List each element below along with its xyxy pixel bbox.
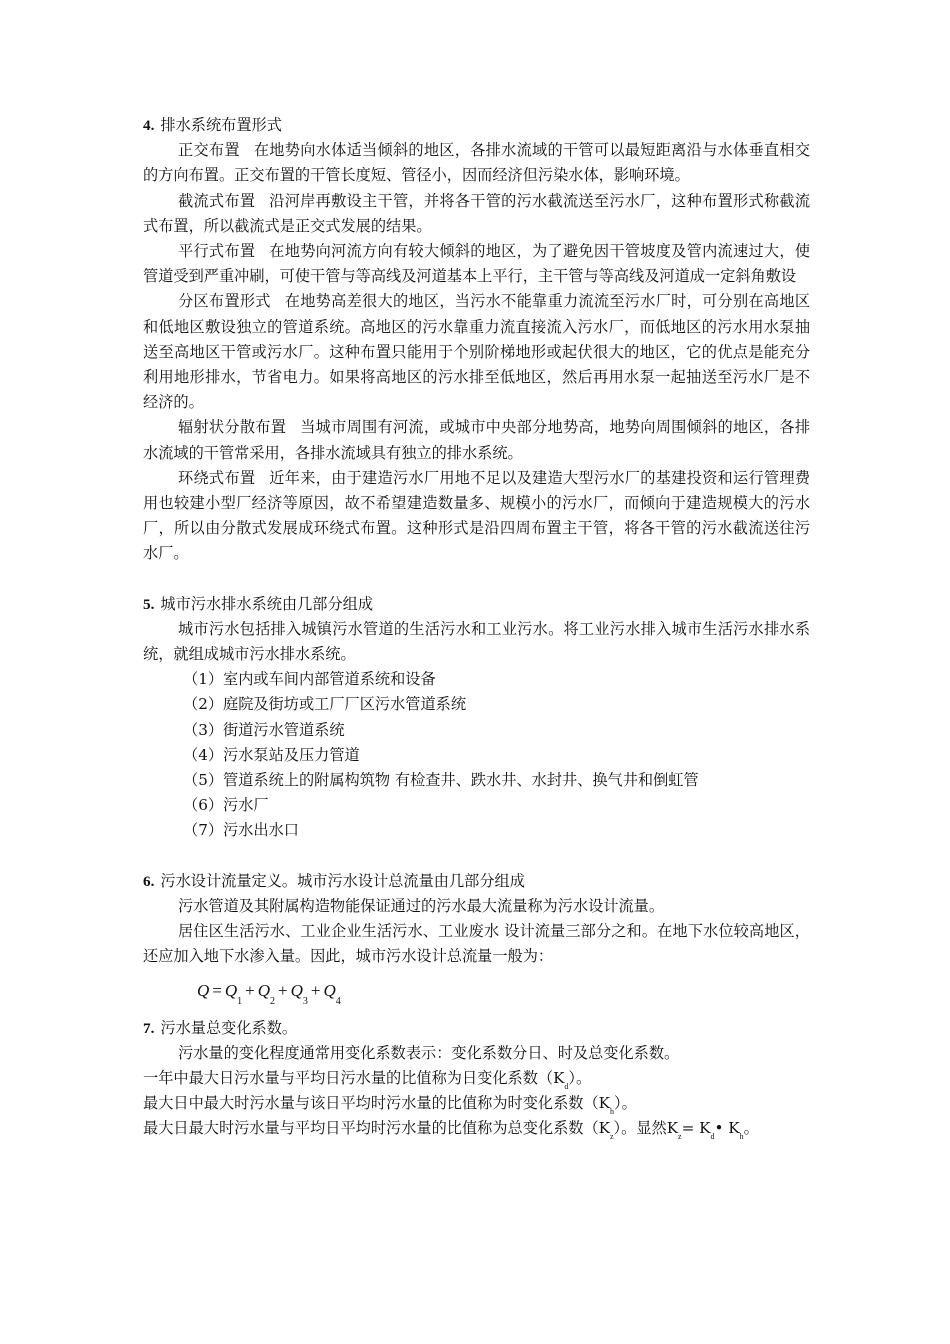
term: 辐射状分散布置: [178, 418, 287, 437]
section-7-heading: [143, 1016, 810, 1041]
formula-q: Q: [290, 980, 303, 1000]
text: 沿河岸再敷设主干管，并将各干管的污水截流送至污水厂，这种布置形式称截流式布置，所以截流式是正交式发展的结果。: [143, 191, 811, 235]
section-4-heading: [143, 113, 810, 138]
text: 最大日最大时污水量与平均日平均时污水量的比值称为总变化系数（K: [143, 1119, 610, 1138]
term: 分区布置形式: [178, 292, 271, 311]
k-sub: z: [609, 1132, 614, 1142]
section-6-definition: 污水管道及其附属构造物能保证通过的污水最大流量称为污水设计流量。: [178, 896, 664, 915]
formula-q: Q: [323, 980, 336, 1000]
component-list: [143, 667, 810, 843]
formula-sub: 4: [335, 995, 341, 1007]
spacer: [143, 844, 810, 869]
section-title: 排水系统布置形式: [160, 116, 282, 134]
formula-plus: +: [245, 980, 255, 1000]
text: • K: [714, 1119, 740, 1138]
hourly-coefficient-line: [143, 1091, 810, 1116]
list-item: （6）污水厂: [183, 796, 269, 815]
term: 平行式布置: [178, 242, 256, 261]
k-sub: z: [678, 1132, 682, 1142]
section-title: 城市污水排水系统由几部分组成: [160, 594, 374, 613]
paragraph-radial: [143, 415, 810, 465]
paragraph-intercepting: [143, 189, 810, 239]
text: 。: [743, 1119, 759, 1138]
total-coefficient-line: [143, 1116, 810, 1141]
term: 截流式布置: [178, 191, 256, 210]
section-title: 污水量总变化系数。: [160, 1018, 298, 1037]
text: 在地势向水体适当倾斜的地区，各排水流域的干管可以最短距离沿与水体垂直相交的方向布置。正交布置的干管长度短、管径小，因而经济但污染水体，影响环境。: [143, 141, 811, 185]
text: 当城市周围有河流，或城市中央部分地势高，地势向周围倾斜的地区，各排水流域的干管常采用，各排水流域具有独立的排水系统。: [143, 418, 811, 462]
formula-lhs: Q: [197, 980, 210, 1000]
formula-sub: 2: [270, 995, 276, 1007]
formula-q: Q: [224, 980, 238, 1000]
paragraph-ring: [143, 466, 810, 567]
section-5-intro: 城市污水包括排入城镇污水管道的生活污水和工业污水。将工业污水排入城市生活污水排水系统，就组成城市污水排水系统。: [143, 619, 810, 664]
section-title: 污水设计流量定义。城市污水设计总流量由几部分组成: [160, 871, 525, 890]
k-sub: d: [564, 1081, 569, 1091]
text: ）。显然K: [613, 1119, 679, 1138]
text: 一年中最大日污水量与平均日污水量的比值称为日变化系数（K: [143, 1068, 565, 1087]
list-item: （5）管道系统上的附属构筑物 有检查井、跌水井、水封井、换气井和倒虹管: [183, 771, 699, 790]
list-item: （3）街道污水管道系统: [183, 720, 345, 739]
section-6-composition: 居住区生活污水、工业企业生活污水、工业废水 设计流量三部分之和。在地下水位较高地区，还应加入地下水渗入量。因此，城市污水设计总流量一般为：: [143, 922, 810, 966]
section-number: 6.: [143, 872, 155, 890]
spacer: [143, 567, 810, 592]
document-page: [143, 113, 810, 1142]
formula-equals: =: [212, 980, 222, 1000]
paragraph-orthogonal: [143, 138, 810, 188]
text: ）。: [613, 1094, 637, 1113]
list-item: （7）污水出水口: [183, 821, 299, 840]
section-5-heading: [143, 592, 810, 617]
formula-plus: +: [310, 980, 321, 1000]
text: 最大日中最大时污水量与该日平均时污水量的比值称为时变化系数（K: [143, 1094, 610, 1113]
text: 近年来，由于建造污水厂用地不足以及建造大型污水厂的基建投资和运行管理费用也较建小型厂经济等原因，故不希望建造数量多、规模小的污水厂，而倾向于建造规模大的污水厂，所以由分散式发展成环绕式布置。这种形式是沿四周布置主干管，将各干管的污水截流送往污水厂。: [143, 468, 811, 563]
section-6-heading: [143, 869, 810, 894]
section-number: 5.: [143, 595, 155, 613]
daily-coefficient-line: [143, 1066, 810, 1091]
k-sub: d: [710, 1132, 715, 1142]
formula-plus: +: [278, 980, 288, 1000]
formula-sub: 1: [237, 995, 243, 1007]
total-flow-formula: [197, 978, 810, 1010]
k-sub: h: [739, 1132, 744, 1142]
term: 环绕式布置: [178, 468, 256, 487]
paragraph-zoned: [143, 289, 810, 415]
list-item: （4）污水泵站及压力管道: [183, 745, 360, 764]
section-number: 7.: [143, 1019, 155, 1037]
text: = K: [681, 1119, 711, 1138]
paragraph-parallel: [143, 239, 810, 289]
term: 正交布置: [178, 141, 240, 160]
list-item: （1）室内或车间内部管道系统和设备: [183, 670, 436, 689]
text: 在地势高差很大的地区，当污水不能靠重力流流至污水厂时，可分别在高地区和低地区敷设独立的管道系统。高地区的污水靠重力流直接流入污水厂，而低地区的污水用水泵抽送至高地区干管或污水厂。这种布置只能用于个别阶梯地形或起伏很大的地区，它的优点是能充分利用地形排水，节省电力。如果将高地区的污水排至低地区，然后再用水泵一起抽送至污水厂是不经济的。: [143, 292, 811, 412]
section-number: 4.: [143, 117, 155, 134]
k-sub: h: [609, 1107, 614, 1117]
formula-sub: 3: [302, 995, 308, 1007]
section-7-intro: 污水量的变化程度通常用变化系数表示：变化系数分日、时及总变化系数。: [178, 1043, 680, 1062]
list-item: （2）庭院及街坊或工厂厂区污水管道系统: [183, 695, 467, 714]
formula-q: Q: [257, 980, 271, 1000]
text: 在地势向河流方向有较大倾斜的地区，为了避免因干管坡度及管内流速过大，使管道受到严重冲刷，可使干管与等高线及河道基本上平行，主干管与等高线及河道成一定斜角敷设: [143, 242, 811, 286]
text: ）。: [568, 1068, 592, 1087]
